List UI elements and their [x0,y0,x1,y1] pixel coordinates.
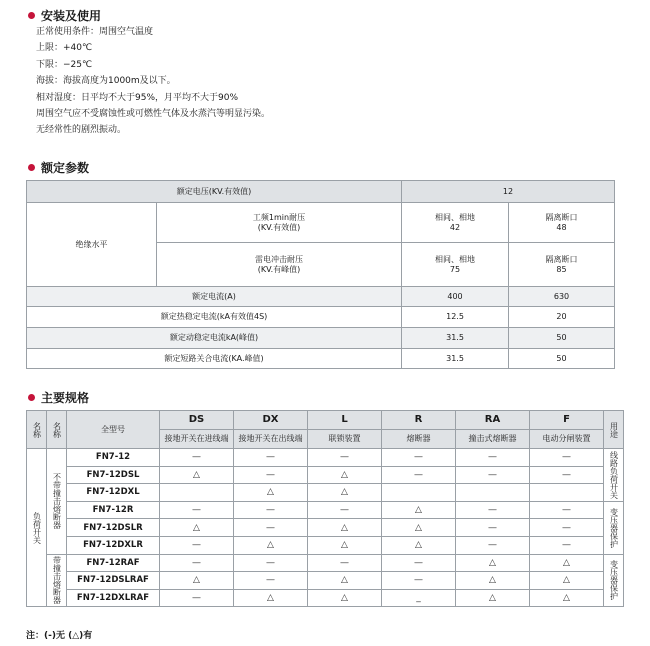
col-header-usage: 用途 [604,411,624,449]
mark-cell: — [530,449,604,467]
mark-cell: _ [382,589,456,607]
mark-cell: — [530,519,604,537]
bullet-icon [28,394,35,401]
specs-title: 主要规格 [41,390,90,405]
mark-cell: △ [308,519,382,537]
ratings-row-label: 额定电流(A) [27,287,402,307]
lightning-isolation: 隔离断口 85 [509,243,615,287]
group-load-switch: 负荷开关 [27,449,47,607]
model-cell: FN7-12DSL [67,466,160,484]
mark-cell: — [160,501,234,519]
mark-cell: △ [530,572,604,590]
mark-cell: △ [308,589,382,607]
install-line: 相对湿度：日平均不大于95%，月平均不大于90% [36,92,239,103]
bullet-icon [28,12,35,19]
ratings-row-value: 20 [509,307,615,328]
code-header: DS [160,411,234,430]
group-without-striker: 不带撞击熔断器 [47,449,67,555]
power-freq-phase: 相间、相地 42 [402,203,509,243]
usage-line-switch: 线路负荷开关 [604,449,624,502]
lightning-label: 雷电冲击耐压 (KV.有峰值) [157,243,402,287]
mark-cell: △ [308,572,382,590]
mark-cell [382,484,456,502]
code-desc: 联锁装置 [308,430,382,449]
ratings-table [26,180,615,369]
col-header-name2: 名称 [47,411,67,449]
mark-cell: — [456,536,530,554]
install-line: 正常使用条件：周围空气温度 [36,27,154,37]
ratings-row-label: 额定动稳定电流kA(峰值) [27,328,402,349]
model-cell: FN7-12DSLR [67,519,160,537]
rated-voltage-value: 12 [402,181,615,203]
install-section-title [28,7,101,23]
mark-cell: △ [382,536,456,554]
ratings-row-value: 400 [402,287,509,307]
model-cell: FN7-12DXLRAF [67,589,160,607]
code-header: RA [456,411,530,430]
mark-cell: — [456,501,530,519]
model-cell: FN7-12R [67,501,160,519]
mark-cell: — [382,466,456,484]
mark-cell: — [456,466,530,484]
mark-cell: — [234,501,308,519]
mark-cell: △ [456,589,530,607]
mark-cell [530,484,604,502]
specs-table [26,410,624,607]
mark-cell: — [530,536,604,554]
mark-cell: △ [456,572,530,590]
mark-cell: △ [456,554,530,572]
mark-cell: — [308,554,382,572]
mark-cell [160,484,234,502]
code-header: F [530,411,604,430]
mark-cell: △ [234,484,308,502]
code-header: DX [234,411,308,430]
mark-cell: △ [308,466,382,484]
code-desc: 接地开关在出线端 [234,430,308,449]
mark-cell: — [234,466,308,484]
legend-note: 注：(-)无 (△)有 [26,631,93,641]
model-cell: FN7-12DXLR [67,536,160,554]
model-cell: FN7-12DXL [67,484,160,502]
mark-cell: — [234,572,308,590]
code-desc: 电动分闸装置 [530,430,604,449]
install-text [36,24,536,139]
bullet-icon [28,164,35,171]
mark-cell: — [160,449,234,467]
rated-voltage-label: 额定电压(KV.有效值) [27,181,402,203]
mark-cell [456,484,530,502]
specs-section-title [28,389,89,405]
install-line: 下限：−25℃ [36,59,93,70]
usage-transformer-protection: 变压器保护 [604,501,624,554]
mark-cell: △ [530,554,604,572]
mark-cell: — [382,572,456,590]
mark-cell: — [160,554,234,572]
mark-cell: — [160,536,234,554]
install-line: 海拔：海拔高度为1000m及以下。 [36,76,176,87]
ratings-row-value: 31.5 [402,349,509,369]
install-line: 上限：+40℃ [36,43,93,54]
mark-cell: △ [308,484,382,502]
mark-cell: △ [234,536,308,554]
model-cell: FN7-12DSLRAF [67,572,160,590]
install-line: 无经常性的剧烈振动。 [36,125,127,136]
mark-cell: △ [160,572,234,590]
mark-cell: △ [160,519,234,537]
mark-cell: — [308,449,382,467]
mark-cell: △ [382,501,456,519]
code-desc: 接地开关在进线端 [160,430,234,449]
code-header: L [308,411,382,430]
install-line: 周围空气应不受腐蚀性或可燃性气体及水蒸汽等明显污染。 [36,108,271,119]
group-with-striker: 带撞击熔断器 [47,554,67,607]
mark-cell: — [234,554,308,572]
ratings-row-value: 630 [509,287,615,307]
mark-cell: — [382,554,456,572]
mark-cell: △ [382,519,456,537]
insulation-level-label: 绝缘水平 [27,203,157,287]
col-header-model: 全型号 [67,411,160,449]
mark-cell: △ [530,589,604,607]
mark-cell: △ [160,466,234,484]
mark-cell: — [530,466,604,484]
ratings-row-label: 额定短路关合电流(KA.峰值) [27,349,402,369]
ratings-row-value: 31.5 [402,328,509,349]
mark-cell: — [234,519,308,537]
mark-cell: — [456,449,530,467]
model-cell: FN7-12 [67,449,160,467]
model-cell: FN7-12RAF [67,554,160,572]
col-header-name: 名称 [27,411,47,449]
mark-cell: — [530,501,604,519]
code-desc: 熔断器 [382,430,456,449]
ratings-title: 额定参数 [41,160,90,175]
install-title: 安装及使用 [41,8,102,23]
power-freq-isolation: 隔离断口 48 [509,203,615,243]
mark-cell: — [308,501,382,519]
ratings-row-value: 12.5 [402,307,509,328]
mark-cell: — [382,449,456,467]
mark-cell: △ [308,536,382,554]
mark-cell: — [456,519,530,537]
ratings-row-value: 50 [509,349,615,369]
ratings-section-title [28,159,89,175]
code-desc: 撞击式熔断器 [456,430,530,449]
code-header: R [382,411,456,430]
ratings-row-value: 50 [509,328,615,349]
power-freq-label: 工频1min耐压 (KV.有效值) [157,203,402,243]
ratings-row-label: 额定热稳定电流(kA有效值4S) [27,307,402,328]
mark-cell: — [160,589,234,607]
mark-cell: △ [234,589,308,607]
mark-cell: — [234,449,308,467]
lightning-phase: 相间、相地 75 [402,243,509,287]
usage-transformer-protection-2: 变压器保护 [604,554,624,607]
